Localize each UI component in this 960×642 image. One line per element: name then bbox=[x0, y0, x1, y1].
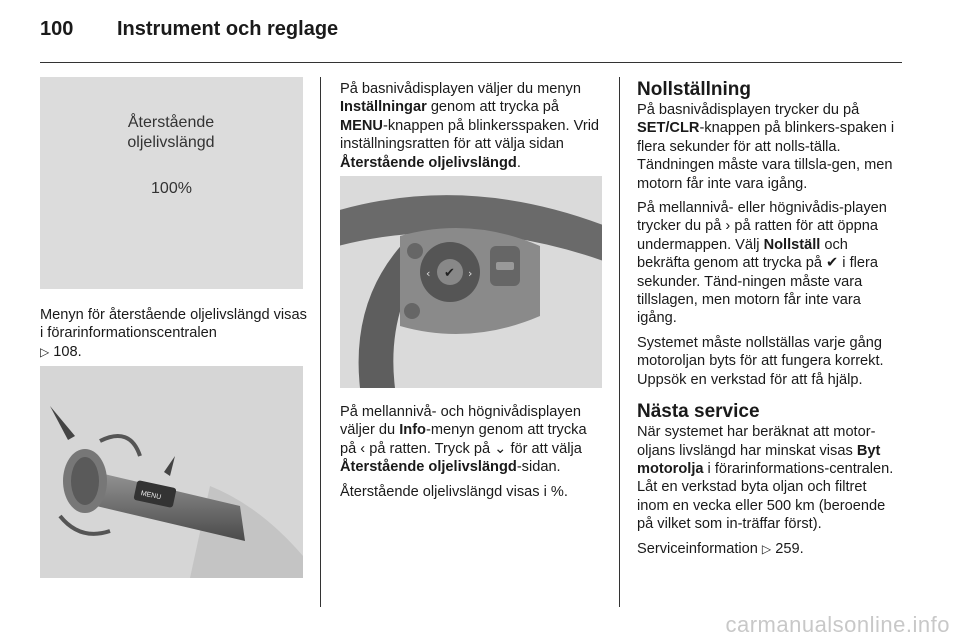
chevron-right-icon: › bbox=[468, 267, 473, 280]
page-name: Återstående oljelivslängd bbox=[340, 459, 517, 476]
button-name: SET/CLR bbox=[637, 120, 700, 137]
text: -knappen på blinkersspaken. Vrid inställningsratten för att välja sidan bbox=[340, 117, 600, 153]
reference-arrow-icon: ▷ bbox=[761, 541, 772, 556]
text: genom att trycka på bbox=[426, 99, 559, 116]
text: på ratten för att öppna undermappen. Välj bbox=[637, 218, 878, 253]
section-heading: Nollställning bbox=[637, 79, 751, 100]
paragraph: Systemet måste nollställas varje gång motoroljan byts för att fungera korrekt. Uppsök en verkstad för att få hjälp. bbox=[637, 334, 884, 388]
text: På mellannivå- eller högnivådis-playen trycker du på bbox=[637, 200, 887, 235]
oil-life-screen-value: 100% bbox=[151, 180, 192, 197]
button-name: MENU bbox=[340, 117, 383, 134]
section-heading: Nästa service bbox=[637, 401, 760, 423]
chevron-down-icon: ⌄ bbox=[494, 440, 507, 457]
oil-life-display-figure bbox=[40, 77, 303, 289]
paragraph bbox=[340, 403, 604, 477]
chevron-right-icon: › bbox=[725, 218, 731, 235]
menu-item-name: Nollställ bbox=[763, 236, 821, 253]
menu-name: Info bbox=[399, 422, 426, 439]
page-ref: 259. bbox=[775, 540, 804, 557]
chevron-left-icon: ‹ bbox=[360, 440, 366, 457]
stalk-illustration bbox=[40, 366, 303, 578]
paragraph: Återstående oljelivslängd visas i %. bbox=[340, 483, 568, 500]
turn-signal-stalk-figure bbox=[40, 366, 303, 578]
text: Serviceinformation bbox=[637, 540, 762, 557]
text: När systemet har beräknat att motor-oljans livslängd har minskat visas bbox=[637, 424, 876, 459]
chevron-left-icon: ‹ bbox=[426, 267, 431, 280]
text: på ratten. Tryck på bbox=[365, 440, 495, 457]
left-caption bbox=[40, 306, 308, 361]
message-name: Byt motorolja bbox=[637, 442, 881, 477]
stalk-menu-label: MENU bbox=[140, 490, 162, 502]
column-divider-2 bbox=[619, 77, 620, 607]
page-name: Återstående oljelivslängd bbox=[340, 154, 517, 171]
page-number: 100 bbox=[40, 18, 74, 40]
page-title: Instrument och reglage bbox=[117, 18, 339, 40]
middle-text-top bbox=[340, 80, 602, 178]
paragraph bbox=[637, 199, 901, 328]
caption-page-ref: 108. bbox=[53, 343, 82, 360]
text: . bbox=[516, 154, 521, 171]
page-header bbox=[40, 18, 338, 48]
text: På mellannivå- och högnivådisplayen väljer du bbox=[340, 404, 581, 439]
checkmark-icon: ✔ bbox=[444, 266, 455, 281]
text: På basnivådisplayen väljer du menyn bbox=[340, 81, 581, 97]
steering-wheel-illustration bbox=[340, 176, 602, 388]
menu-name: Inställningar bbox=[340, 99, 427, 116]
text: -sidan. bbox=[516, 459, 561, 476]
checkmark-icon: ✔ bbox=[826, 255, 839, 272]
watermark: carmanualsonline.info bbox=[725, 612, 950, 637]
paragraph bbox=[637, 540, 901, 558]
text: och bekräfta genom att trycka på bbox=[637, 236, 848, 272]
paragraph bbox=[637, 101, 901, 193]
middle-text-bottom bbox=[340, 403, 604, 507]
text: -knappen på blinkers-spaken i flera sekunder för att nolls-tälla. Tändningen måste vara tillsla-gen, men motorn får inte vara igång. bbox=[637, 120, 895, 192]
oil-life-screen-title: Återstående oljelivslängd bbox=[127, 114, 215, 151]
text: På basnivådisplayen trycker du på bbox=[637, 102, 860, 118]
caption-text: Menyn för återstående oljelivslängd visas i förarinformationscentralen bbox=[40, 307, 307, 342]
right-column bbox=[637, 79, 901, 564]
paragraph bbox=[637, 423, 901, 533]
column-divider-1 bbox=[320, 77, 321, 607]
text: i flera sekunder. Tänd-ningen måste vara tillslagen, men motorn får inte vara igång. bbox=[637, 255, 878, 327]
header-rule bbox=[40, 62, 902, 63]
paragraph bbox=[340, 80, 602, 172]
steering-wheel-controls-figure bbox=[340, 176, 602, 388]
text: -menyn genom att trycka på bbox=[340, 422, 587, 457]
text: för att välja bbox=[506, 440, 582, 457]
text: i förarinformations-centralen. Låt en verkstad byta oljan och filtret inom en vecka eller 500 km (beroende på vilket som in-träffar först). bbox=[637, 460, 894, 533]
reference-arrow-icon: ▷ bbox=[40, 344, 50, 359]
